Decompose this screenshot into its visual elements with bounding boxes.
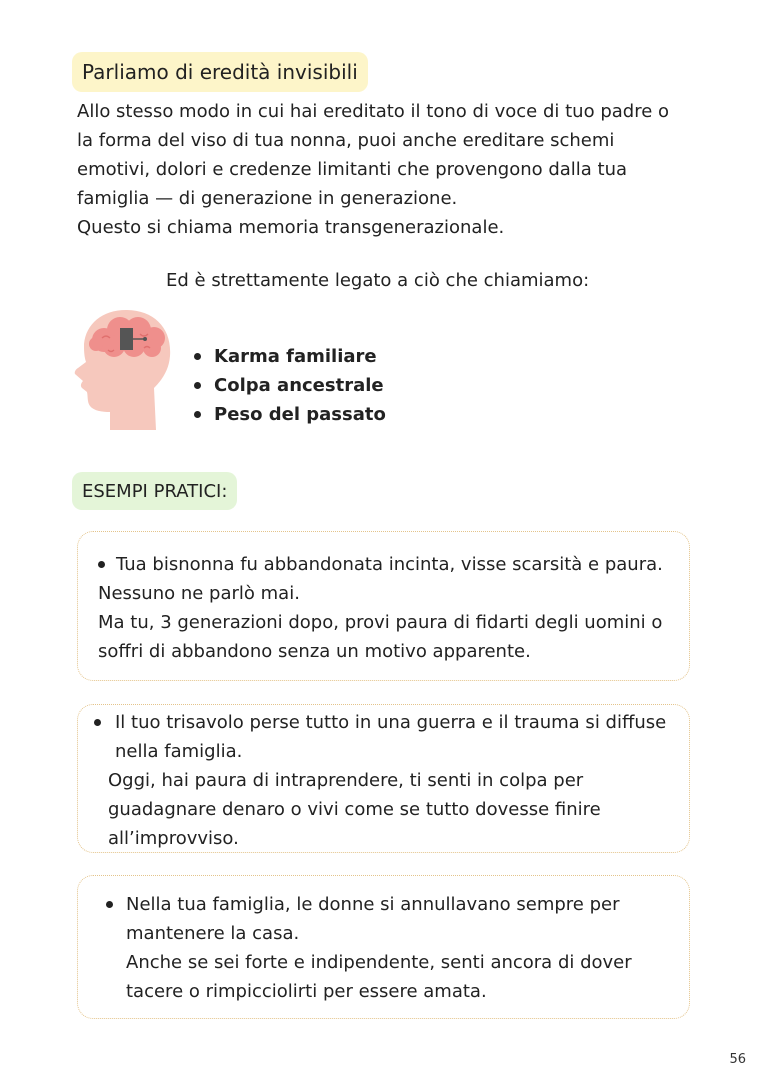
intro-line: emotivi, dolori e credenze limitanti che provengono dalla tua: [77, 159, 628, 180]
example-line: Anche se sei forte e indipendente, senti ancora di dover: [126, 952, 632, 973]
example-card: [77, 531, 690, 681]
page-title: [72, 52, 368, 92]
example-line: [104, 890, 689, 919]
list-item: Colpa ancestrale: [190, 371, 386, 400]
bullet-icon: [94, 719, 101, 726]
lead-text: Ed è strettamente legato a ciò che chiamiamo:: [166, 270, 590, 291]
example-text: Il tuo trisavolo perse tutto in una guerra e il trauma si diffuse: [115, 712, 667, 733]
example-line: tacere o rimpicciolirti per essere amata.: [126, 981, 487, 1002]
head-brain-lock-icon: [74, 308, 174, 434]
examples-heading-text: ESEMPI PRATICI:: [82, 480, 228, 502]
example-card: [77, 704, 690, 853]
bullet-icon: [106, 901, 113, 908]
list-item: Karma familiare: [190, 342, 386, 371]
intro-paragraph: [77, 97, 717, 242]
example-line: Ma tu, 3 generazioni dopo, provi paura di fidarti degli uomini o: [98, 612, 663, 633]
example-line: [98, 550, 689, 579]
intro-line: Allo stesso modo in cui hai ereditato il tono di voce di tuo padre o: [77, 101, 670, 122]
list-item: Peso del passato: [190, 400, 386, 429]
examples-heading: [72, 472, 237, 510]
example-text: Nella tua famiglia, le donne si annullavano sempre per: [126, 894, 620, 915]
example-line: guadagnare denaro o vivi come se tutto dovesse finire: [108, 799, 601, 820]
example-line: soffri di abbandono senza un motivo apparente.: [98, 641, 531, 662]
intro-line: la forma del viso di tua nonna, puoi anche ereditare schemi: [77, 130, 615, 151]
example-text: Tua bisnonna fu abbandonata incinta, visse scarsità e paura.: [116, 554, 663, 575]
example-line: [93, 708, 689, 737]
example-line: all’improvviso.: [108, 828, 239, 849]
example-card: [77, 875, 690, 1019]
intro-line: famiglia — di generazione in generazione.: [77, 188, 458, 209]
concepts-list: [190, 342, 386, 429]
example-line: mantenere la casa.: [126, 923, 300, 944]
intro-line: Questo si chiama memoria transgenerazionale.: [77, 217, 505, 238]
example-line: Nessuno ne parlò mai.: [98, 583, 300, 604]
bullet-icon: [98, 561, 105, 568]
example-line: nella famiglia.: [115, 741, 243, 762]
page-number: 56: [729, 1052, 746, 1067]
example-line: Oggi, hai paura di intraprendere, ti senti in colpa per: [108, 770, 584, 791]
page-title-text: Parliamo di eredità invisibili: [82, 60, 358, 84]
